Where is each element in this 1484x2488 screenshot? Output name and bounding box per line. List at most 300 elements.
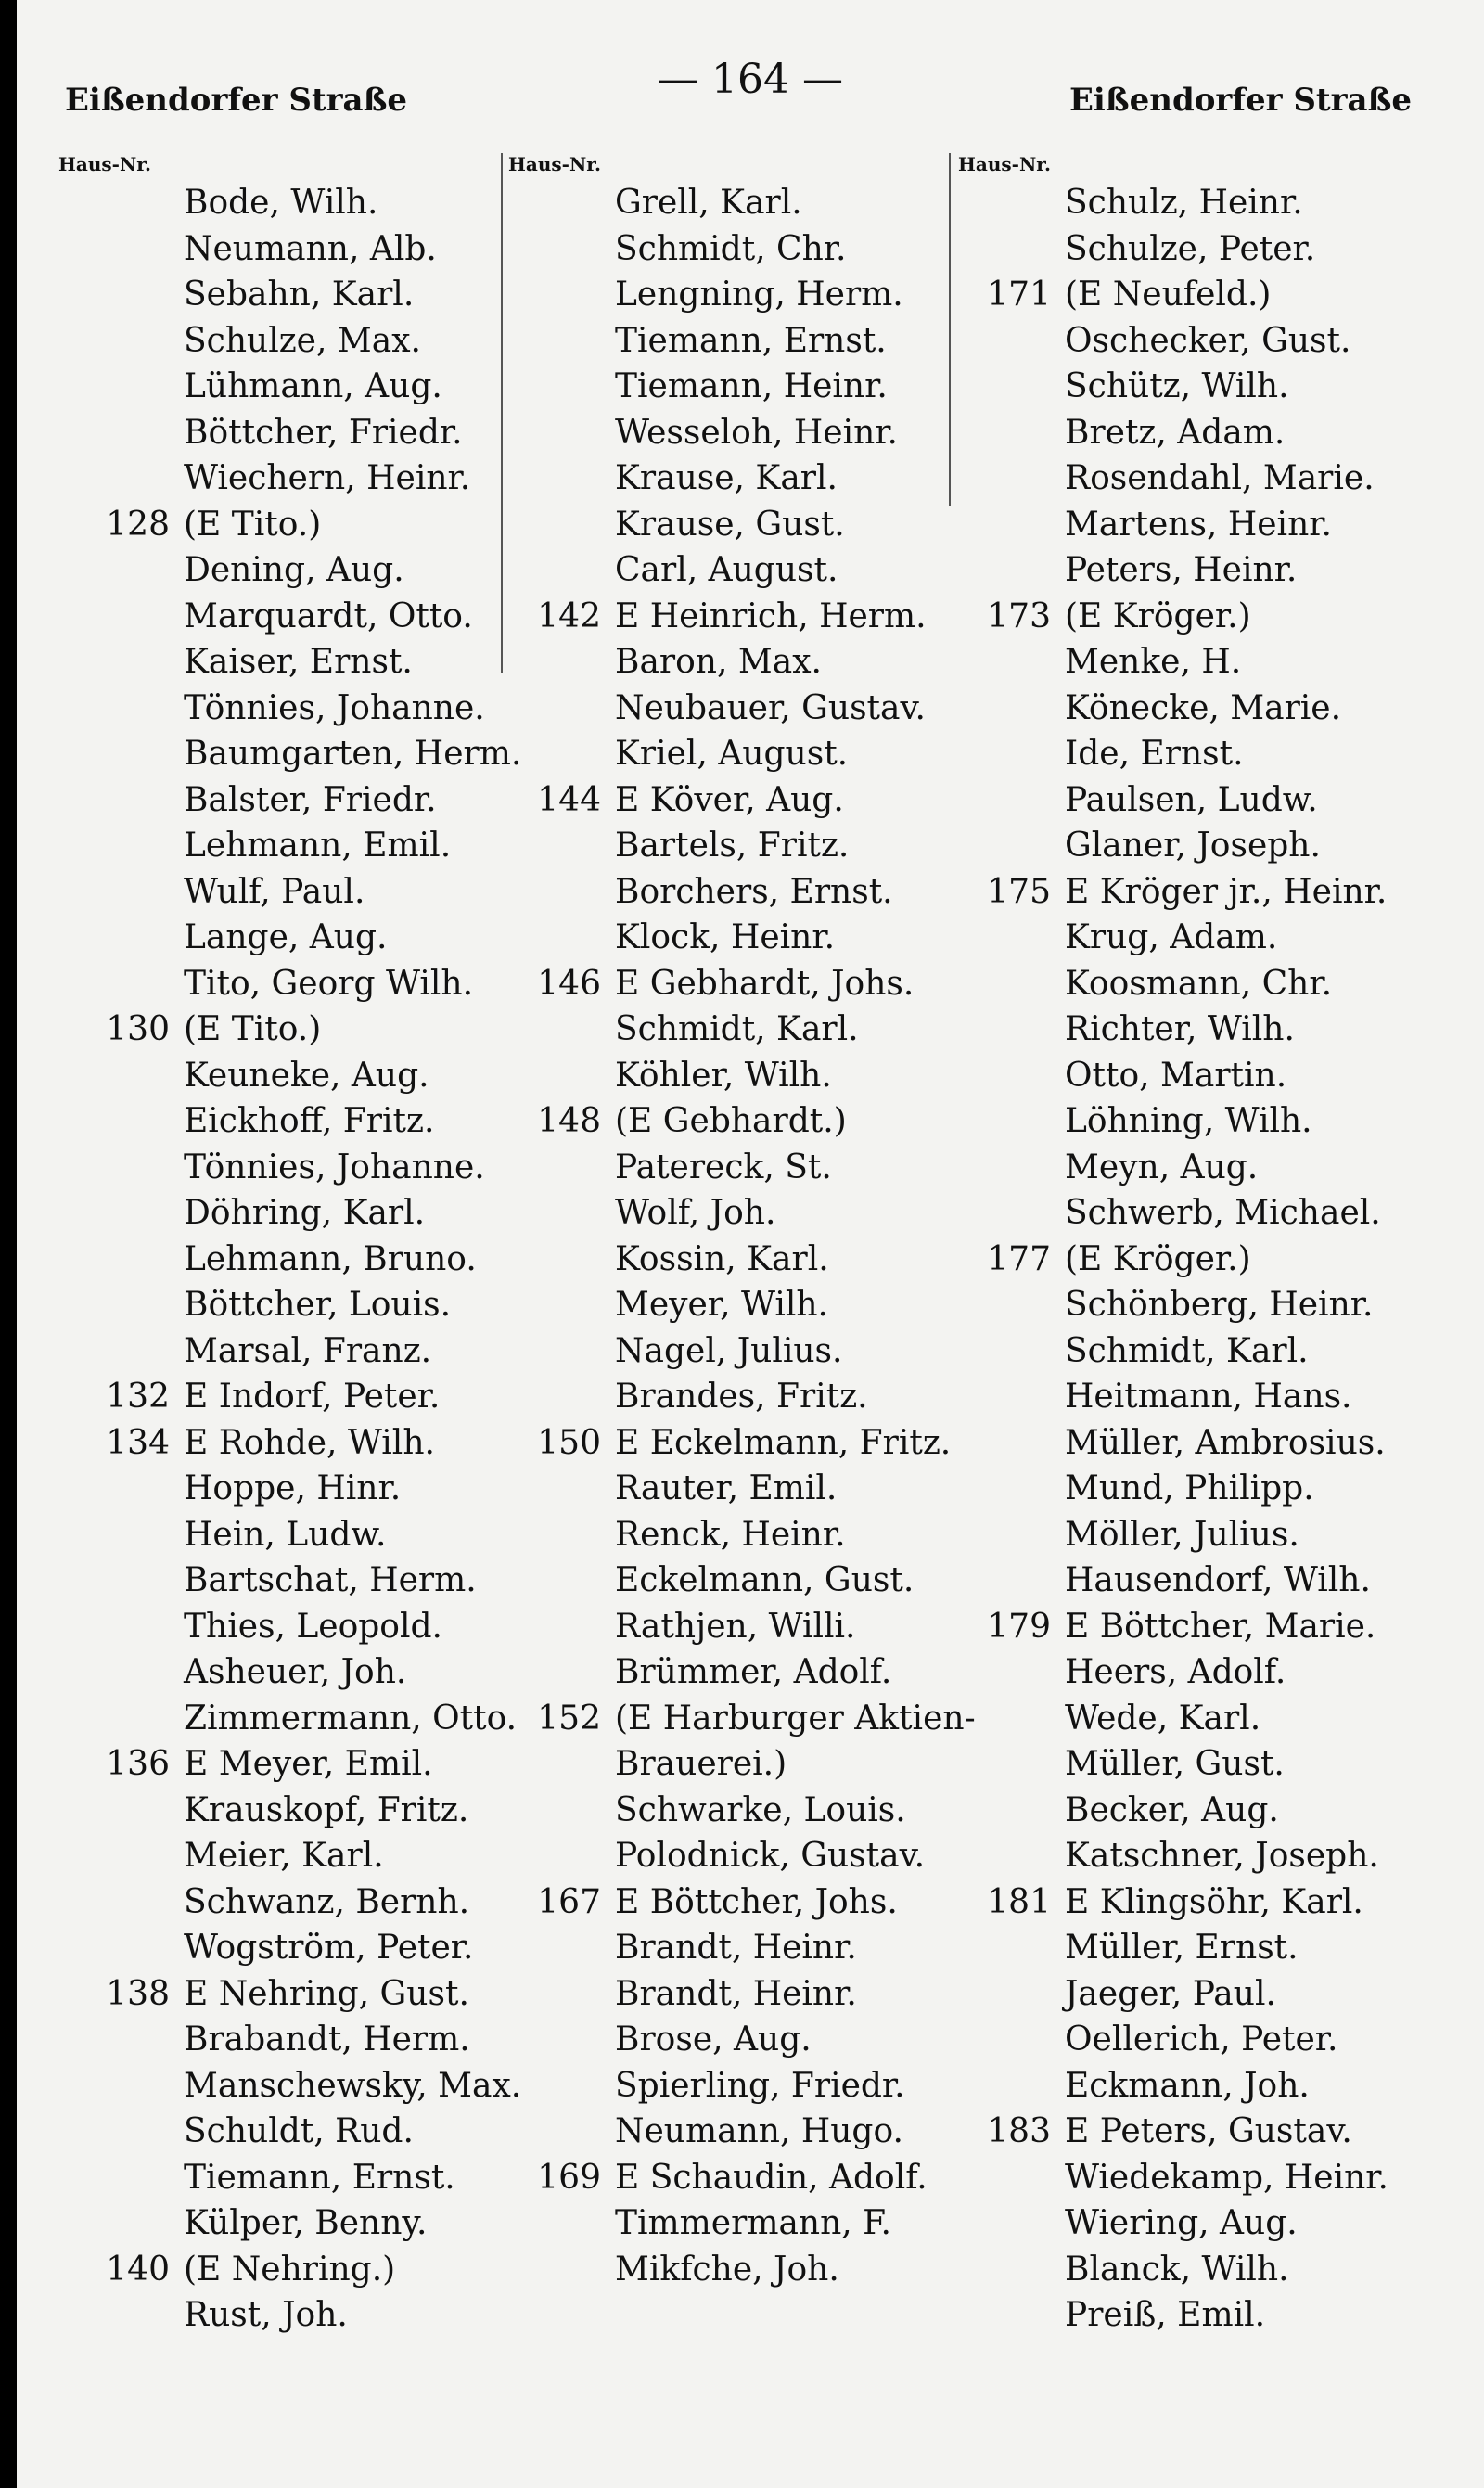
resident-name: Preiß, Emil.	[1065, 2296, 1266, 2334]
directory-entry	[508, 915, 953, 961]
directory-entry	[508, 318, 953, 365]
resident-name: Böttcher, Louis.	[184, 1286, 452, 1324]
directory-entry	[508, 1282, 953, 1328]
resident-name: Lühmann, Aug.	[184, 367, 442, 405]
resident-name: Neumann, Alb.	[184, 229, 437, 268]
resident-name: E Eckelmann, Fritz.	[615, 1423, 952, 1462]
resident-name: E Peters, Gustav.	[1065, 2112, 1352, 2150]
directory-entry	[958, 961, 1459, 1007]
resident-name: Schwanz, Bernh.	[184, 1882, 470, 1921]
resident-name: Zimmermann, Otto.	[184, 1699, 518, 1738]
directory-entry	[958, 2017, 1459, 2063]
directory-entry	[958, 823, 1459, 869]
resident-name: Sebahn, Karl.	[184, 276, 415, 314]
directory-entry	[958, 1374, 1459, 1420]
resident-name: Neumann, Hugo.	[615, 2112, 903, 2150]
directory-entry	[958, 547, 1459, 594]
resident-name: (E Harburger Aktien-	[615, 1699, 976, 1738]
house-number-heading: Haus-Nr.	[508, 153, 601, 175]
resident-name: Lengning, Herm.	[615, 276, 903, 314]
resident-name: Tiemann, Heinr.	[615, 367, 888, 405]
directory-entry	[58, 1649, 494, 1696]
resident-name: Ide, Ernst.	[1065, 735, 1244, 773]
resident-name: Löhning, Wilh.	[1065, 1102, 1312, 1140]
directory-entry	[508, 1420, 953, 1467]
directory-entry	[508, 686, 953, 732]
resident-name: (E Nehring.)	[184, 2250, 396, 2289]
resident-name: Rosendahl, Marie.	[1065, 459, 1375, 497]
resident-name: Lehmann, Emil.	[184, 827, 452, 865]
directory-entry	[58, 869, 494, 916]
directory-entry	[58, 1879, 494, 1926]
directory-entry	[508, 869, 953, 916]
resident-name: (E Tito.)	[184, 1010, 322, 1048]
directory-entry	[958, 318, 1459, 365]
resident-name: Krug, Adam.	[1065, 918, 1278, 956]
directory-entry	[958, 1649, 1459, 1696]
resident-name: Neubauer, Gustav.	[615, 688, 926, 727]
house-number: 150	[537, 1423, 601, 1462]
directory-entry	[58, 1788, 494, 1834]
directory-entry	[958, 2063, 1459, 2110]
directory-entry	[58, 502, 494, 548]
directory-entry	[58, 318, 494, 365]
resident-name: Schuldt, Rud.	[184, 2112, 414, 2150]
directory-entry	[508, 1925, 953, 1971]
directory-entry	[958, 1007, 1459, 1053]
resident-name: Otto, Martin.	[1065, 1056, 1287, 1095]
directory-entry	[508, 1145, 953, 1191]
directory-entry	[958, 1696, 1459, 1742]
directory-entry	[958, 869, 1459, 916]
directory-entry	[508, 1053, 953, 1099]
directory-entry	[508, 364, 953, 410]
directory-entry	[958, 502, 1459, 548]
resident-name: Mikfche, Joh.	[615, 2250, 839, 2289]
page-number: — 164 —	[658, 56, 843, 103]
resident-name: (E Tito.)	[184, 505, 322, 544]
directory-entry	[508, 594, 953, 640]
resident-name: Heers, Adolf.	[1065, 1653, 1286, 1691]
house-number: 175	[987, 872, 1051, 911]
resident-name: Tiemann, Ernst.	[184, 2158, 455, 2197]
directory-entry	[958, 1971, 1459, 2018]
resident-name: E Gebhardt, Johs.	[615, 964, 915, 1003]
directory-entry	[58, 1604, 494, 1650]
house-number: 132	[106, 1378, 170, 1416]
resident-name: Tönnies, Johanne.	[184, 688, 485, 727]
resident-name: E Köver, Aug.	[615, 780, 844, 819]
directory-entry	[958, 1512, 1459, 1558]
resident-name: E Böttcher, Johs.	[615, 1882, 898, 1921]
running-head-left: Eißendorfer Straße	[65, 82, 408, 119]
directory-entry	[958, 1098, 1459, 1145]
resident-name: Keuneke, Aug.	[184, 1056, 429, 1095]
resident-name: Schönberg, Heinr.	[1065, 1286, 1374, 1324]
resident-name: Köhler, Wilh.	[615, 1056, 832, 1095]
directory-entry	[58, 731, 522, 777]
directory-entry	[58, 594, 494, 640]
house-number: 179	[987, 1607, 1051, 1646]
house-number: 167	[537, 1882, 601, 1921]
resident-name: Schulze, Peter.	[1065, 229, 1316, 268]
resident-name: E Böttcher, Marie.	[1065, 1607, 1376, 1646]
directory-entry	[58, 547, 494, 594]
resident-name: Polodnick, Gustav.	[615, 1837, 926, 1875]
house-number: 148	[537, 1102, 601, 1140]
running-head-right: Eißendorfer Straße	[1068, 82, 1412, 119]
directory-entry	[958, 1053, 1459, 1099]
resident-name: Spierling, Friedr.	[615, 2066, 905, 2105]
resident-name: Grell, Karl.	[615, 184, 802, 222]
resident-name: Tönnies, Johanne.	[184, 1148, 485, 1186]
directory-entry	[508, 731, 953, 777]
resident-name: Krauskopf, Fritz.	[184, 1790, 469, 1829]
directory-entry	[58, 915, 494, 961]
directory-entry	[958, 1145, 1459, 1191]
house-number: 130	[106, 1010, 170, 1048]
directory-entry	[958, 1833, 1459, 1879]
resident-name: Blanck, Wilh.	[1065, 2250, 1289, 2289]
resident-name: Oellerich, Peter.	[1065, 2020, 1338, 2058]
directory-entry	[58, 410, 494, 456]
directory-entry	[58, 1282, 494, 1328]
resident-name: Müller, Ambrosius.	[1065, 1423, 1386, 1462]
resident-name: Wede, Karl.	[1065, 1699, 1261, 1738]
resident-name: Brandes, Fritz.	[615, 1378, 868, 1416]
resident-name: Brandt, Heinr.	[615, 1929, 857, 1967]
page-header	[17, 56, 1484, 130]
directory-entry	[958, 1925, 1459, 1971]
resident-name: Oschecker, Gust.	[1065, 321, 1351, 360]
column-3	[958, 148, 1459, 2339]
directory-entry	[508, 1971, 953, 2018]
directory-entry	[58, 1741, 494, 1788]
directory-entry	[58, 2247, 494, 2293]
resident-name: Schwarke, Louis.	[615, 1790, 906, 1829]
directory-entry	[58, 639, 494, 686]
resident-name: Menke, H.	[1065, 643, 1242, 681]
resident-name: Brümmer, Adolf.	[615, 1653, 892, 1691]
directory-entry	[958, 226, 1459, 273]
directory-entry	[508, 1374, 953, 1420]
column-1	[58, 148, 522, 2339]
directory-entry	[58, 1925, 494, 1971]
directory-entry	[508, 1512, 953, 1558]
resident-name: (E Kröger.)	[1065, 596, 1251, 635]
directory-entry	[508, 455, 953, 502]
directory-entry	[958, 2155, 1459, 2201]
directory-entry	[958, 1879, 1459, 1926]
resident-name: Wiering, Aug.	[1065, 2204, 1298, 2242]
resident-name: Renck, Heinr.	[615, 1515, 846, 1554]
house-number: 173	[987, 596, 1051, 635]
resident-name: Wogström, Peter.	[184, 1929, 474, 1967]
resident-name: E Kröger jr., Heinr.	[1065, 872, 1388, 911]
resident-name: Rauter, Emil.	[615, 1469, 838, 1507]
directory-entry	[508, 1696, 976, 1742]
directory-entry	[508, 2109, 953, 2155]
directory-entry	[958, 180, 1459, 226]
resident-name: Müller, Gust.	[1065, 1745, 1285, 1783]
directory-entry	[958, 1604, 1459, 1650]
directory-entry	[508, 2017, 953, 2063]
resident-name: Eckelmann, Gust.	[615, 1561, 915, 1599]
directory-entry	[58, 226, 494, 273]
resident-name: Carl, August.	[615, 551, 838, 589]
resident-name: Schmidt, Karl.	[615, 1010, 859, 1048]
directory-entry	[958, 2200, 1459, 2247]
directory-entry	[58, 1145, 494, 1191]
house-number: 128	[106, 505, 170, 544]
resident-name: Balster, Friedr.	[184, 780, 437, 819]
directory-entry	[508, 2200, 953, 2247]
directory-entry	[58, 1053, 494, 1099]
directory-entry	[958, 1420, 1459, 1467]
directory-entry	[508, 502, 953, 548]
house-number: 177	[987, 1239, 1051, 1278]
directory-entry	[508, 1007, 953, 1053]
resident-name: Glaner, Joseph.	[1065, 827, 1321, 865]
resident-name: Bartels, Fritz.	[615, 827, 850, 865]
resident-name: Borchers, Ernst.	[615, 872, 893, 911]
resident-name: E Meyer, Emil.	[184, 1745, 433, 1783]
directory-entry	[58, 2200, 494, 2247]
directory-entry	[958, 915, 1459, 961]
directory-entry	[508, 1604, 953, 1650]
directory-entry	[508, 1466, 953, 1512]
directory-entry	[508, 2247, 953, 2293]
directory-entry	[58, 823, 494, 869]
resident-name: Lange, Aug.	[184, 918, 388, 956]
resident-name: Meyn, Aug.	[1065, 1148, 1259, 1186]
directory-entry	[958, 731, 1459, 777]
resident-name: Hausendorf, Wilh.	[1065, 1561, 1371, 1599]
directory-entry	[958, 455, 1459, 502]
house-number-heading: Haus-Nr.	[58, 153, 151, 175]
resident-name: Bartschat, Herm.	[184, 1561, 477, 1599]
resident-name: (E Kröger.)	[1065, 1239, 1251, 1278]
resident-name: Eickhoff, Fritz.	[184, 1102, 435, 1140]
resident-name: Eckmann, Joh.	[1065, 2066, 1310, 2105]
resident-name: Kossin, Karl.	[615, 1239, 829, 1278]
directory-entry	[958, 777, 1459, 824]
directory-entry	[508, 1237, 953, 1283]
resident-name: Marquardt, Otto.	[184, 596, 473, 635]
resident-name: Brose, Aug.	[615, 2020, 812, 2058]
resident-name: Rust, Joh.	[184, 2296, 348, 2334]
resident-name: Heitmann, Hans.	[1065, 1378, 1352, 1416]
resident-name: Thies, Leopold.	[184, 1607, 442, 1646]
resident-name: E Rohde, Wilh.	[184, 1423, 435, 1462]
resident-name: Schmidt, Chr.	[615, 229, 847, 268]
house-number: 171	[987, 276, 1051, 314]
house-number: 136	[106, 1745, 170, 1783]
directory-entry	[508, 1098, 953, 1145]
resident-name: Marsal, Franz.	[184, 1331, 432, 1370]
directory-entry	[508, 1788, 953, 1834]
directory-entry	[508, 180, 953, 226]
directory-entry	[508, 1833, 953, 1879]
resident-name: Patereck, St.	[615, 1148, 832, 1186]
directory-entry	[508, 1328, 953, 1375]
resident-name: Wiedekamp, Heinr.	[1065, 2158, 1388, 2197]
resident-name: Döhring, Karl.	[184, 1194, 426, 1232]
resident-name: E Klingsöhr, Karl.	[1065, 1882, 1363, 1921]
house-number: 144	[537, 780, 601, 819]
resident-name: Manschewsky, Max.	[184, 2066, 522, 2105]
resident-name: Müller, Ernst.	[1065, 1929, 1298, 1967]
resident-name: Schütz, Wilh.	[1065, 367, 1289, 405]
resident-name: Krause, Karl.	[615, 459, 838, 497]
house-number: 169	[537, 2158, 601, 2197]
directory-entry	[58, 961, 494, 1007]
directory-entry	[58, 1512, 494, 1558]
resident-name: Katschner, Joseph.	[1065, 1837, 1379, 1875]
directory-entry	[508, 410, 953, 456]
resident-name: Becker, Aug.	[1065, 1790, 1279, 1829]
column-divider	[501, 153, 503, 673]
resident-name: Paulsen, Ludw.	[1065, 780, 1318, 819]
resident-name: E Heinrich, Herm.	[615, 596, 927, 635]
directory-entry	[958, 1190, 1459, 1237]
directory-entry	[508, 639, 953, 686]
directory-entry	[508, 1879, 953, 1926]
resident-name: Möller, Julius.	[1065, 1515, 1299, 1554]
resident-name: Peters, Heinr.	[1065, 551, 1298, 589]
directory-entry	[58, 1696, 518, 1742]
resident-name: Könecke, Marie.	[1065, 688, 1342, 727]
directory-entry	[958, 1741, 1459, 1788]
house-number: 134	[106, 1423, 170, 1462]
resident-name: (E Gebhardt.)	[615, 1102, 847, 1140]
directory-entry	[58, 1420, 494, 1467]
directory-entry	[508, 823, 953, 869]
directory-entry	[958, 1282, 1459, 1328]
house-number: 152	[537, 1699, 601, 1738]
directory-entry	[958, 1328, 1459, 1375]
resident-name: Dening, Aug.	[184, 551, 404, 589]
resident-name: E Nehring, Gust.	[184, 1974, 469, 2013]
directory-entry	[508, 272, 953, 318]
directory-entry	[508, 1190, 953, 1237]
resident-name: Brandt, Heinr.	[615, 1974, 857, 2013]
resident-name: Lehmann, Bruno.	[184, 1239, 477, 1278]
directory-entry	[958, 1558, 1459, 1604]
house-number: 183	[987, 2112, 1051, 2150]
resident-name: Jaeger, Paul.	[1065, 1974, 1276, 2013]
resident-name: Klock, Heinr.	[615, 918, 836, 956]
resident-name: Schwerb, Michael.	[1065, 1194, 1381, 1232]
house-number: 142	[537, 596, 601, 635]
directory-entry	[958, 2109, 1459, 2155]
directory-entry	[58, 2017, 494, 2063]
resident-name: Asheuer, Joh.	[184, 1653, 407, 1691]
resident-name: Wolf, Joh.	[615, 1194, 776, 1232]
directory-entry	[508, 1558, 953, 1604]
resident-name: Kaiser, Ernst.	[184, 643, 413, 681]
resident-name: Meier, Karl.	[184, 1837, 384, 1875]
resident-name: Wesseloh, Heinr.	[615, 413, 898, 452]
resident-name: (E Neufeld.)	[1065, 276, 1272, 314]
directory-entry	[958, 1788, 1459, 1834]
directory-entry	[958, 594, 1459, 640]
directory-entry	[58, 2155, 494, 2201]
resident-name: E Schaudin, Adolf.	[615, 2158, 928, 2197]
house-number: 138	[106, 1974, 170, 2013]
directory-entry	[508, 226, 953, 273]
resident-name: Böttcher, Friedr.	[184, 413, 463, 452]
directory-entry	[958, 410, 1459, 456]
directory-entry	[58, 364, 494, 410]
resident-name: Martens, Heinr.	[1065, 505, 1332, 544]
directory-entry	[58, 1466, 494, 1512]
column-2	[508, 148, 976, 2292]
directory-entry	[958, 2247, 1459, 2293]
resident-name: Baumgarten, Herm.	[184, 735, 522, 773]
directory-entry	[958, 639, 1459, 686]
directory-entry	[958, 272, 1459, 318]
directory-entry	[58, 1971, 494, 2018]
resident-name: Wiechern, Heinr.	[184, 459, 471, 497]
directory-entry	[58, 1098, 494, 1145]
house-number: 181	[987, 1882, 1051, 1921]
resident-name: Tiemann, Ernst.	[615, 321, 887, 360]
directory-entry	[58, 1007, 494, 1053]
resident-name: Brabandt, Herm.	[184, 2020, 470, 2058]
resident-name: Meyer, Wilh.	[615, 1286, 828, 1324]
directory-entry	[58, 1237, 494, 1283]
resident-name: Wulf, Paul.	[184, 872, 365, 911]
resident-name: Bretz, Adam.	[1065, 413, 1286, 452]
resident-name: E Indorf, Peter.	[184, 1378, 441, 1416]
directory-entry	[58, 2109, 494, 2155]
directory-entry	[58, 1190, 494, 1237]
directory-entry	[508, 1741, 953, 1788]
directory-entry	[58, 777, 494, 824]
directory-entry	[58, 2292, 494, 2339]
resident-name: Hein, Ludw.	[184, 1515, 387, 1554]
resident-name: Krause, Gust.	[615, 505, 845, 544]
directory-entry	[58, 272, 494, 318]
directory-entry	[958, 364, 1459, 410]
directory-entry	[508, 547, 953, 594]
directory-entry	[58, 1833, 494, 1879]
resident-name: Rathjen, Willi.	[615, 1607, 856, 1646]
directory-entry	[58, 455, 494, 502]
resident-name: Koosmann, Chr.	[1065, 964, 1333, 1003]
directory-entry	[508, 961, 953, 1007]
resident-name: Timmermann, F.	[615, 2204, 891, 2242]
resident-name: Kriel, August.	[615, 735, 849, 773]
resident-name: Hoppe, Hinr.	[184, 1469, 402, 1507]
resident-name: Bode, Wilh.	[184, 184, 378, 222]
resident-name: Schulze, Max.	[184, 321, 421, 360]
resident-name: Tito, Georg Wilh.	[184, 964, 474, 1003]
directory-entry	[508, 1649, 953, 1696]
resident-name: Schmidt, Karl.	[1065, 1331, 1309, 1370]
directory-entry	[58, 1328, 494, 1375]
directory-entry	[58, 1558, 494, 1604]
directory-entry	[958, 1237, 1459, 1283]
house-number-heading: Haus-Nr.	[958, 153, 1051, 175]
directory-entry	[508, 2063, 953, 2110]
directory-entry	[958, 1466, 1459, 1512]
house-number: 140	[106, 2250, 170, 2289]
resident-name: Mund, Philipp.	[1065, 1469, 1314, 1507]
directory-entry	[958, 2292, 1459, 2339]
directory-page	[17, 0, 1484, 2488]
